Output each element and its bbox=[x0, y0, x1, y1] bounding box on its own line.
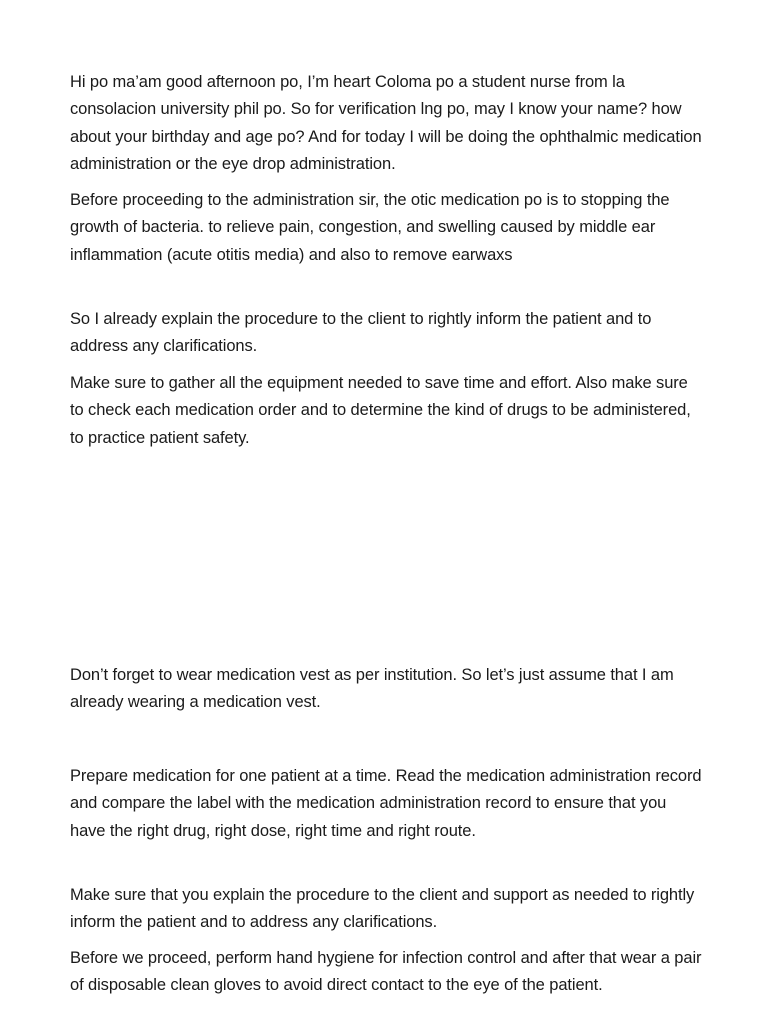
paragraph-prepare-medication: Prepare medication for one patient at a time. Read the medication administration record and compare the label with the medication administration record to ensure that you have the right drug, right dose, right time and right route. bbox=[70, 767, 702, 840]
paragraph-otic-purpose: Before proceeding to the administration sir, the otic medication po is to stopping the growth of bacteria. to relieve pain, congestion, and swelling caused by middle ear inflammation (acute otitis media) and also to remove earwaxs bbox=[70, 191, 670, 264]
paragraph-greeting: Hi po ma’am good afternoon po, I’m heart Coloma po a student nurse from la consolacion university phil po. So for verification lng po, may I know your name? how about your birthday and age po? And for today I will be doing the ophthalmic medication administration or the eye drop administration. bbox=[70, 73, 702, 173]
paragraph-explain-support: Make sure that you explain the procedure to the client and support as needed to rightly inform the patient and to address any clarifications. bbox=[70, 886, 695, 932]
paragraph-explain-procedure: So I already explain the procedure to the client to rightly inform the patient and to address any clarifications. bbox=[70, 310, 652, 356]
paragraph-medication-vest: Don’t forget to wear medication vest as per institution. So let’s just assume that I am already wearing a medication vest. bbox=[70, 666, 674, 712]
paragraph-gather-equipment: Make sure to gather all the equipment needed to save time and effort. Also make sure to check each medication order and to determine the kind of drugs to be administered, to practice patient safety. bbox=[70, 374, 691, 447]
paragraph-hand-hygiene: Before we proceed, perform hand hygiene for infection control and after that wear a pair of disposable clean gloves to avoid direct contact to the eye of the patient. bbox=[70, 949, 702, 995]
